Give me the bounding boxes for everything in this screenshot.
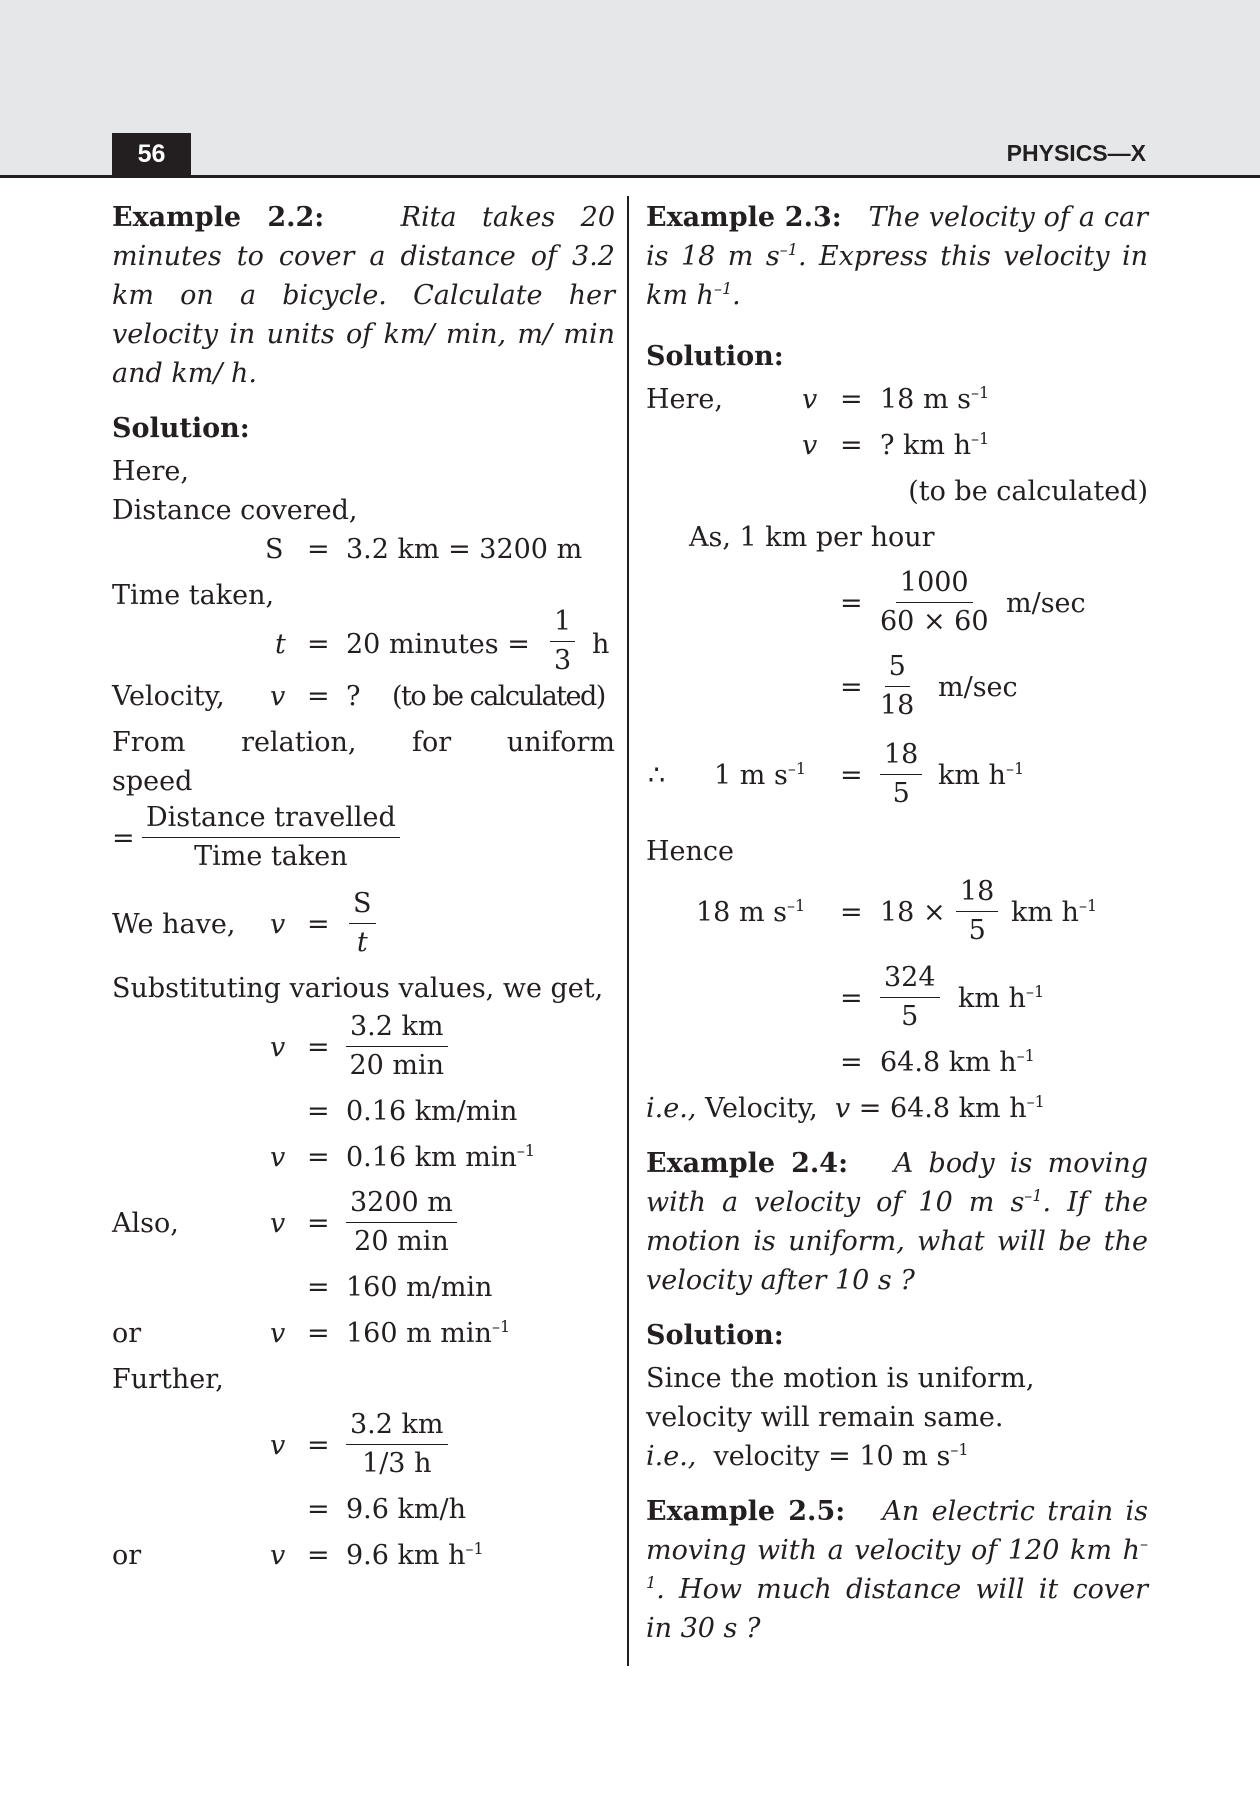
velocity-unknown: Velocity, v = ? (to be calculated) (112, 681, 605, 712)
velocity-result: i.e., Velocity, v = 64.8 km $h^{-1}$ (646, 1092, 1045, 1124)
substituting-text: Substituting various values, we get, (112, 973, 604, 1004)
step-5: = 160 m/min (307, 1272, 493, 1303)
step-1: v = 3.2 km 20 min (112, 1008, 615, 1092)
solution-heading-2: Solution: (646, 1320, 784, 1351)
fraction: $\frac{1}{3}$ (550, 603, 575, 680)
distance-equation: S = 3.2 km = 3200 m (265, 534, 583, 565)
example-2-2: Example 2.2: Rita takes 20 minutes to cover a distance of 3.2 km on a bicycle. Calculate her velocity in units of km/ min, m/ min and km/ h. (112, 202, 616, 389)
step-9: = 9.6 km/h (307, 1494, 466, 1525)
conversion-2: = $\frac{5}{18}$ m/sec (646, 648, 1148, 736)
step-4: Also, v = 3200 m 20 min (112, 1184, 615, 1268)
step-3: v = 0.16 km $\min^{-1}$ (270, 1141, 536, 1173)
hence-step-2: = $\frac{324}{5}$ km $h^{-1}$ (646, 959, 1148, 1043)
distance-covered-label: Distance covered, (112, 495, 358, 526)
unknown-velocity: v = ? km $h^{-1}$ (802, 429, 990, 461)
hence-label: Hence (646, 836, 735, 867)
here-label: Here, (112, 456, 189, 487)
running-title: PHYSICS—X (1006, 140, 1146, 166)
step-7: Further, (112, 1364, 224, 1395)
given-velocity: Here, v = 18 m $s^{-1}$ (646, 383, 990, 415)
conversion-3: ∴ 1 m $s^{-1}$ = $\frac{18}{5}$ km $h^{-1}$ (646, 736, 1148, 832)
velocity-result-2: i.e., velocity = 10 m $s^{-1}$ (646, 1440, 969, 1472)
time-equation: t = 20 minutes = $\frac{1}{3}$ h (112, 615, 615, 677)
example-2-3: Example 2.3: The velocity of a car is 18 m $s^{-1}$. Express this velocity in km $h^{-1}$. (646, 202, 1148, 311)
right-column (646, 198, 1148, 1664)
solution-heading: Solution: (112, 413, 250, 444)
example-2-5: Example 2.5: An electric train is moving with a velocity of 120 km $h^{-1}$. How much distance will it cover in 30 s ? (646, 1496, 1148, 1644)
hence-step-1: 18 m $s^{-1}$ = 18 × $\frac{18}{5}$ km $h^{-1}$ (646, 871, 1148, 959)
solution-heading: Solution: (646, 341, 784, 372)
as-1-km-per-hour: As, 1 km per hour (689, 522, 935, 553)
left-column (112, 198, 615, 1582)
time-taken-label: Time taken, (112, 580, 275, 611)
step-2: = 0.16 km/min (307, 1096, 518, 1127)
uniform-motion-text: Since the motion is uniform, velocity will remain same. (646, 1363, 1035, 1433)
we-have-equation: We have, v = $\frac{S}{t}$ (112, 885, 615, 969)
conversion-1: = $\frac{1000}{60 \times 60}$ m/sec (646, 564, 1148, 648)
speed-relation: = Distance travelled Time taken (112, 801, 615, 885)
header-rule (0, 175, 1260, 178)
step-10: or v = 9.6 km $h^{-1}$ (112, 1539, 484, 1571)
hence-step-3: = 64.8 km $h^{-1}$ (840, 1046, 1035, 1078)
to-be-calculated: (to be calculated) (908, 476, 1148, 507)
page-number: 56 (112, 133, 191, 176)
relation-text: From relation, for uniform speed (112, 727, 615, 797)
step-6: or v = 160 m $\min^{-1}$ (112, 1317, 511, 1349)
step-8: v = $\frac{3.2 km}{1/3 h}$ (112, 1406, 615, 1490)
column-divider (627, 196, 629, 1666)
example-2-4: Example 2.4: A body is moving with a velocity of 10 m $s^{-1}$. If the motion is uniform, what will be the velocity after 10 s ? (646, 1148, 1149, 1296)
